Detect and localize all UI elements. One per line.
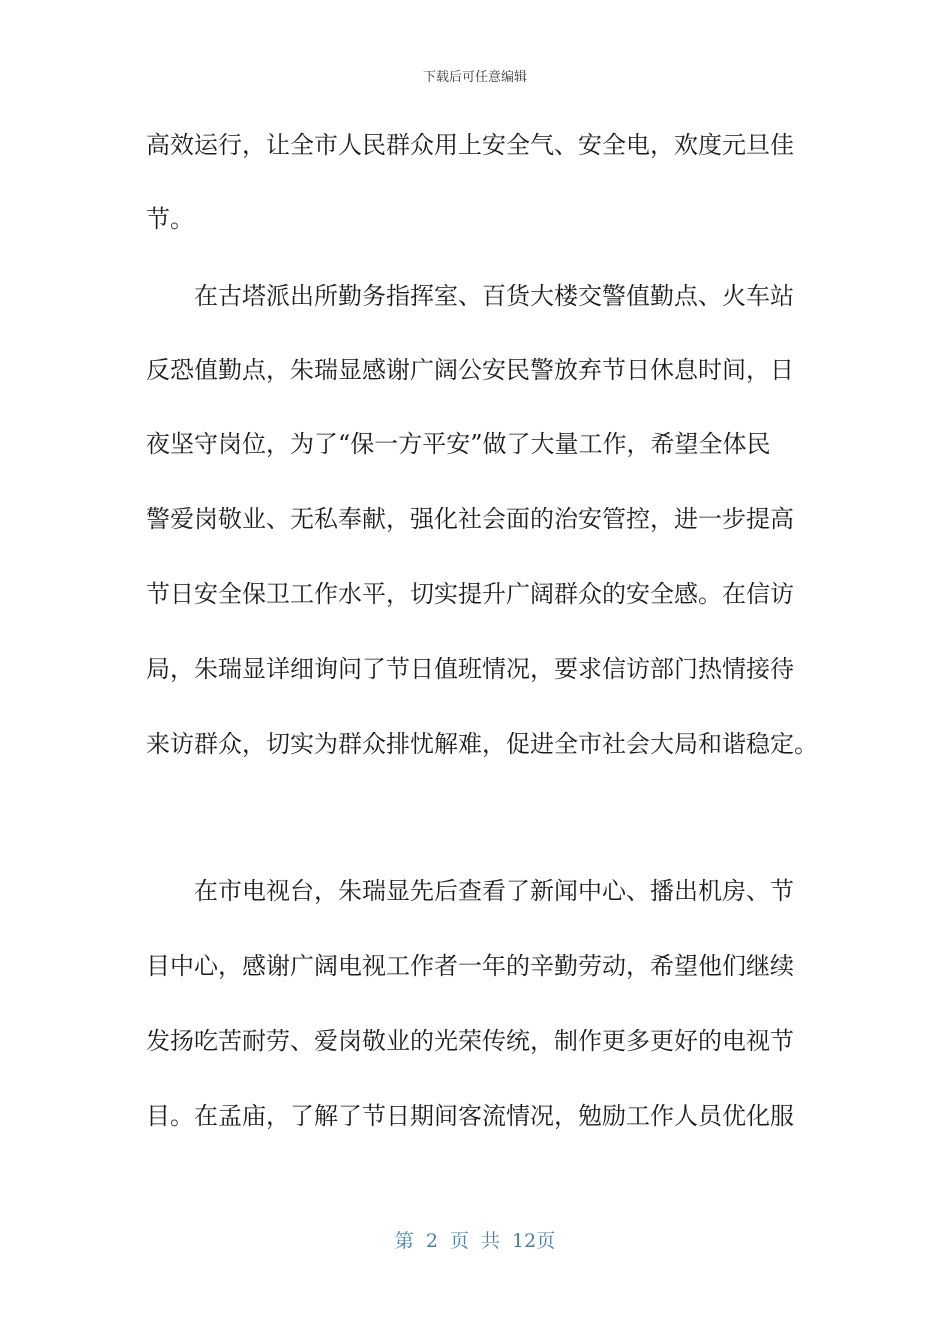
text-line: 在市电视台，朱瑞显先后查看了新闻中心、播出机房、节: [194, 877, 794, 905]
text-line: 局，朱瑞显详细询问了节日值班情况，要求信访部门热情接待: [146, 655, 794, 683]
text-line: 目中心，感谢广阔电视工作者一年的辛勤劳动，希望他们继续: [146, 952, 794, 980]
text-line: 夜坚守岗位，为了“保一方平安”做了大量工作，希望全体民: [146, 430, 771, 458]
text-line: 在古塔派出所勤务指挥室、百货大楼交警值勤点、火车站: [194, 282, 794, 310]
text-line: 目。在孟庙，了解了节日期间客流情况，勉励工作人员优化服: [146, 1102, 794, 1130]
page-number-footer: 第 2 页 共 12页: [394, 1230, 556, 1252]
page-header: 下载后可任意编辑: [422, 70, 527, 85]
text-line: 节。: [146, 205, 194, 233]
text-line: 节日安全保卫工作水平，切实提升广阔群众的安全感。在信访: [146, 580, 794, 608]
text-line: 高效运行，让全市人民群众用上安全气、安全电，欢度元旦佳: [146, 131, 794, 159]
text-line: 来访群众，切实为群众排忧解难，促进全市社会大局和谐稳定。: [146, 730, 818, 758]
text-line: 反恐值勤点，朱瑞显感谢广阔公安民警放弃节日休息时间，日: [146, 356, 794, 384]
text-line: 警爱岗敬业、无私奉献，强化社会面的治安管控，进一步提高: [146, 505, 794, 533]
text-line: 发扬吃苦耐劳、爱岗敬业的光荣传统，制作更多更好的电视节: [146, 1027, 794, 1055]
